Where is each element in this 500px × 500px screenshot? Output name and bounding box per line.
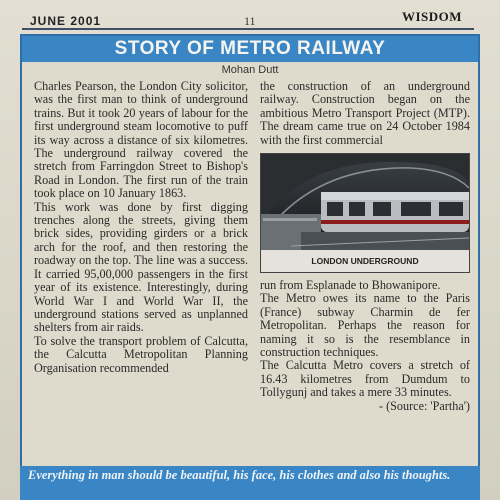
source-credit: - (Source: 'Partha'): [378, 398, 470, 413]
article-right-column: [260, 80, 470, 413]
footer-quote: Everything in man should be beautiful, his face, his clothes and also his thoughts.: [20, 466, 480, 500]
issue-date: JUNE 2001: [30, 14, 102, 28]
article-author: Mohan Dutt: [221, 64, 279, 76]
magazine-name: WISDOM: [402, 9, 463, 24]
paragraph-first-run: run from Esplanade to Bhowanipore.: [260, 278, 441, 293]
underground-train-illustration: [261, 154, 469, 250]
article-title: STORY OF METRO RAILWAY: [22, 36, 478, 62]
header-divider: [22, 28, 474, 30]
london-underground-photo: [260, 153, 470, 273]
paragraph-construction-method: This work was done by first digging trenches along the streets, giving them brick sides, providing girders or a brick arch for the roof, and then restoring the roadway on the top. The line was a success. It carried 95,00,000 passengers in the first year of its existence. Interestingly, during World War I and World War II, the underground stations served as unplanned shelters from air raids.: [34, 199, 248, 335]
article-box: [20, 34, 480, 468]
page-number: 11: [244, 14, 256, 28]
paragraph-name-origin: The Metro owes its name to the Paris (France) subway Charmin de fer Metropolitan. Perhaps the reason for naming it so is the resemblance in construction techniques.: [260, 291, 470, 360]
paragraph-calcutta-problem: To solve the transport problem of Calcutta, the Calcutta Metropolitan Planning Organisation recommended: [34, 333, 248, 375]
photo-caption: LONDON UNDERGROUND: [261, 250, 469, 272]
article-left-column: [34, 80, 248, 375]
paragraph-route: The Calcutta Metro covers a stretch of 16.43 kilometres from Dumdum to Tollygunj and takes a mere 33 minutes.: [260, 358, 470, 400]
paragraph-mtp: the construction of an underground railway. Construction began on the ambitious Metro Transport Project (MTP). The dream came true on 24 October 1984 with the first commercial: [260, 79, 470, 147]
paragraph-pearson: Charles Pearson, the London City solicitor, was the first man to think of underground trains. But it took 20 years of labour for the first underground steam locomotive to puff its way across a distance of six kilometres. The underground railway covered the stretch from Farringdon Street to Bishop's Road in London. The first run of the train took place on 10 January 1863.: [34, 79, 248, 201]
